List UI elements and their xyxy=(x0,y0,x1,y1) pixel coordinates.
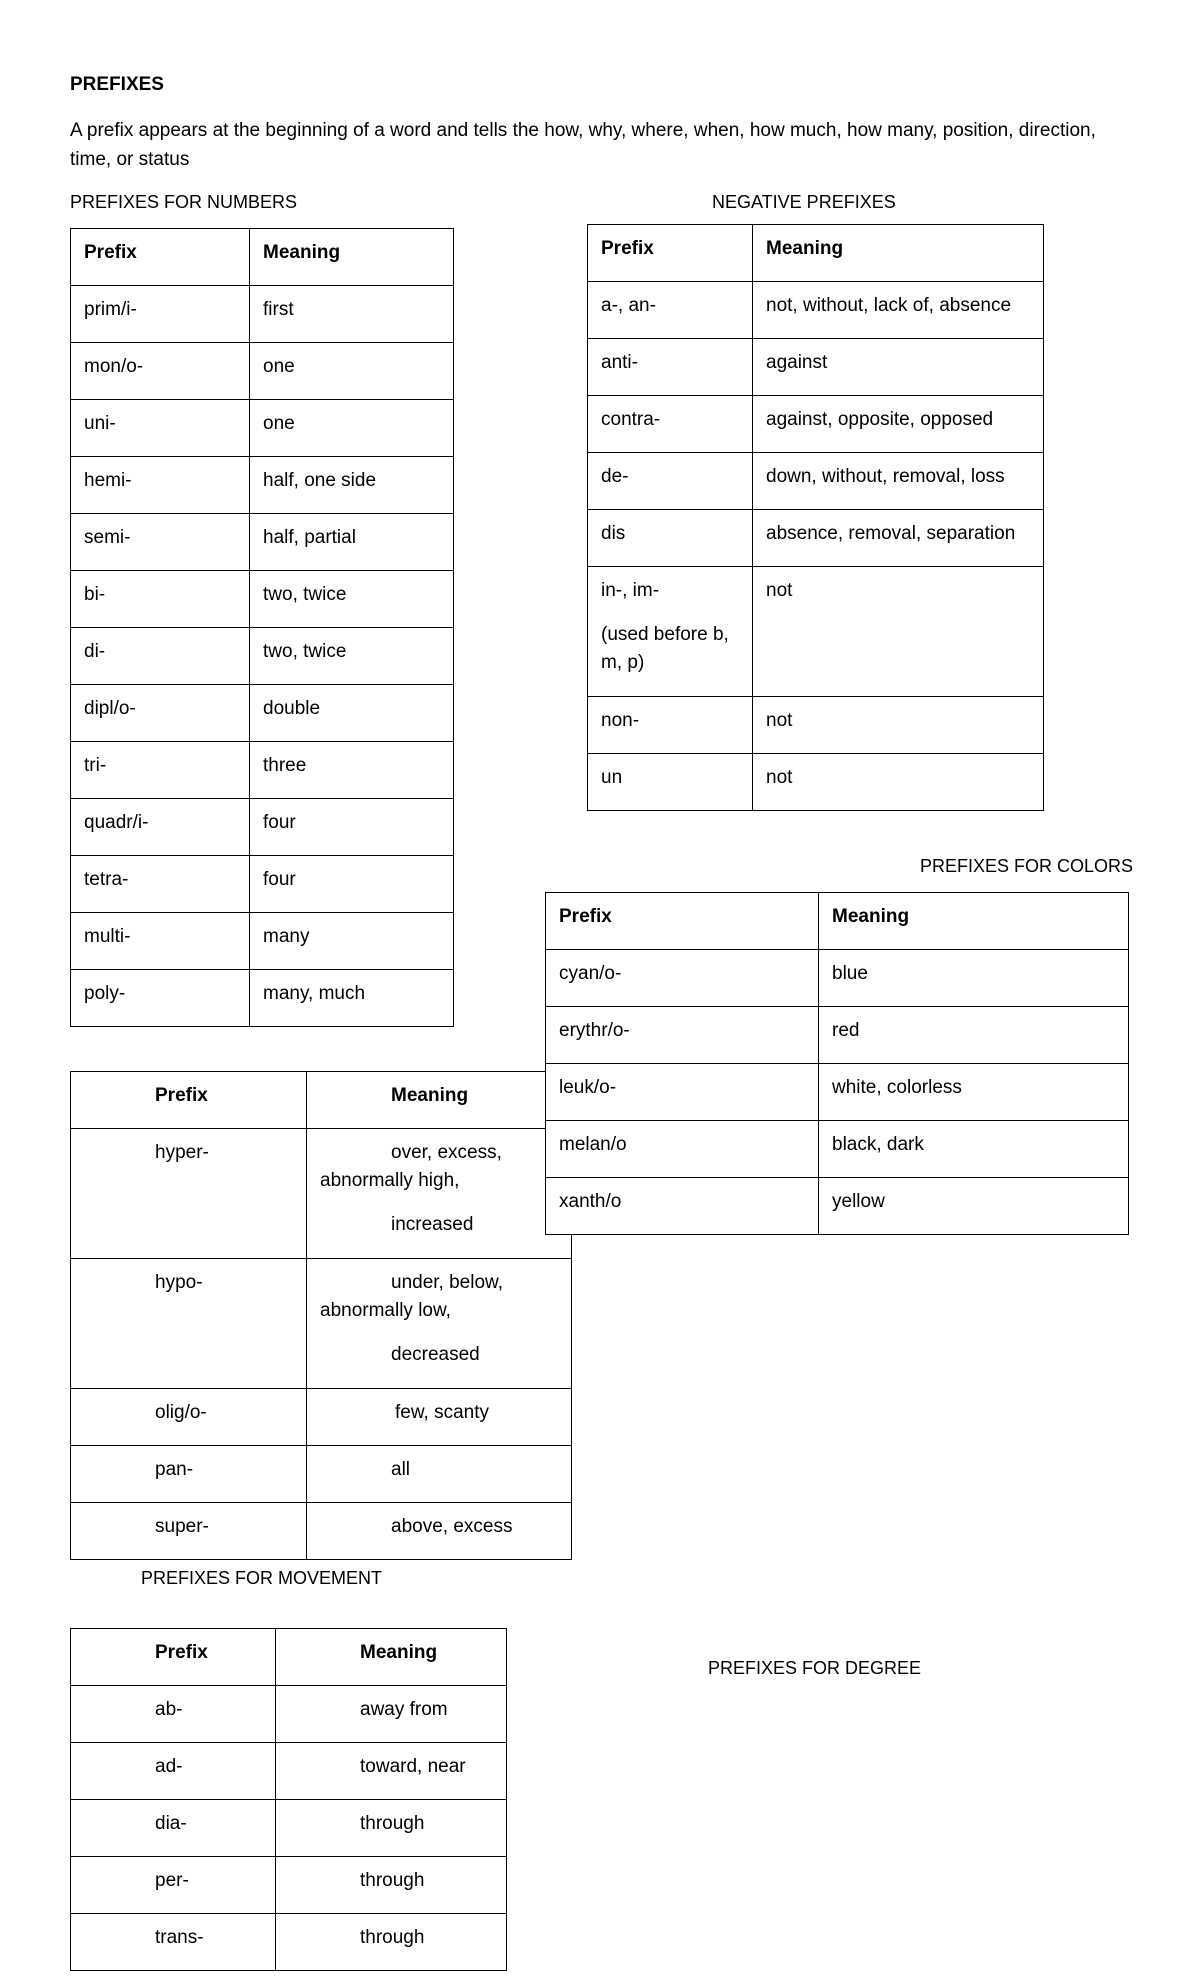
prefix-cell: dipl/o- xyxy=(71,685,250,742)
prefix-cell: semi- xyxy=(71,514,250,571)
meaning-cell: down, without, removal, loss xyxy=(753,453,1044,510)
table-row xyxy=(71,1446,572,1503)
meaning-cell xyxy=(307,1129,572,1259)
table-row xyxy=(71,799,454,856)
meaning-cell: double xyxy=(250,685,454,742)
movement-label: PREFIXES FOR MOVEMENT xyxy=(141,1568,383,1588)
prefix-cell: bi- xyxy=(71,571,250,628)
prefix-cell: hemi- xyxy=(71,457,250,514)
table-row xyxy=(71,400,454,457)
column-header-prefix: Prefix xyxy=(71,1072,307,1129)
meaning-cell: not xyxy=(753,754,1044,811)
meaning-cell: first xyxy=(250,286,454,343)
meaning-cell: half, partial xyxy=(250,514,454,571)
meaning-cell: away from xyxy=(276,1686,507,1743)
table-row xyxy=(588,567,1044,697)
meaning-cell: blue xyxy=(819,950,1129,1007)
column-header-meaning: Meaning xyxy=(307,1072,572,1129)
prefix-cell: anti- xyxy=(588,339,753,396)
prefix-cell: hyper- xyxy=(71,1129,307,1259)
meaning-cell: through xyxy=(276,1857,507,1914)
table-row xyxy=(71,571,454,628)
meaning-cell: four xyxy=(250,856,454,913)
table-row xyxy=(588,754,1044,811)
meaning-cell: one xyxy=(250,343,454,400)
movement-table xyxy=(70,1628,507,1971)
numbers-table xyxy=(70,228,454,1027)
meaning-cell: yellow xyxy=(819,1178,1129,1235)
meaning-cell: red xyxy=(819,1007,1129,1064)
prefix-cell: xanth/o xyxy=(546,1178,819,1235)
page-title: PREFIXES xyxy=(70,74,164,95)
table-row xyxy=(71,1800,507,1857)
table-row xyxy=(588,453,1044,510)
table-row xyxy=(71,1389,572,1446)
meaning-cell: not xyxy=(753,697,1044,754)
meaning-cell: against, opposite, opposed xyxy=(753,396,1044,453)
table-row xyxy=(71,742,454,799)
degree-label: PREFIXES FOR DEGREE xyxy=(708,1658,922,1678)
table-row xyxy=(71,343,454,400)
column-header-prefix: Prefix xyxy=(546,893,819,950)
meaning-cell: one xyxy=(250,400,454,457)
table-row xyxy=(71,457,454,514)
prefix-cell: contra- xyxy=(588,396,753,453)
prefix-cell: hypo- xyxy=(71,1259,307,1389)
meaning-line: increased xyxy=(391,1214,474,1235)
table-row xyxy=(71,1743,507,1800)
prefix-cell: erythr/o- xyxy=(546,1007,819,1064)
prefix-cell: per- xyxy=(71,1857,276,1914)
column-header-prefix: Prefix xyxy=(588,225,753,282)
colors-table xyxy=(545,892,1129,1235)
column-header-prefix: Prefix xyxy=(71,229,250,286)
table-header-row xyxy=(546,893,1129,950)
meaning-line: over, excess, xyxy=(391,1142,502,1163)
meaning-line: under, below, xyxy=(391,1272,503,1293)
meaning-cell: through xyxy=(276,1914,507,1971)
prefix-cell: tetra- xyxy=(71,856,250,913)
degree-table xyxy=(70,1071,572,1560)
meaning-cell: not, without, lack of, absence xyxy=(753,282,1044,339)
prefix-cell: pan- xyxy=(71,1446,307,1503)
table-row xyxy=(546,1064,1129,1121)
prefix-cell: uni- xyxy=(71,400,250,457)
prefix-cell xyxy=(588,567,753,697)
meaning-cell: through xyxy=(276,1800,507,1857)
table-row xyxy=(71,913,454,970)
table-row xyxy=(71,1914,507,1971)
colors-label: PREFIXES FOR COLORS xyxy=(920,856,1134,876)
table-header-row xyxy=(71,1072,572,1129)
prefix-cell: super- xyxy=(71,1503,307,1560)
prefix-cell: ad- xyxy=(71,1743,276,1800)
prefix-cell: tri- xyxy=(71,742,250,799)
meaning-cell: many xyxy=(250,913,454,970)
column-header-meaning: Meaning xyxy=(276,1629,507,1686)
prefix-text: in-, im- xyxy=(601,580,660,601)
table-row xyxy=(71,856,454,913)
prefix-cell: dis xyxy=(588,510,753,567)
prefix-cell: a-, an- xyxy=(588,282,753,339)
prefix-cell: mon/o- xyxy=(71,343,250,400)
prefix-cell: cyan/o- xyxy=(546,950,819,1007)
numbers-label: PREFIXES FOR NUMBERS xyxy=(70,192,298,212)
prefix-cell: quadr/i- xyxy=(71,799,250,856)
table-row xyxy=(546,1178,1129,1235)
table-row xyxy=(71,1686,507,1743)
table-row xyxy=(588,697,1044,754)
prefix-cell: dia- xyxy=(71,1800,276,1857)
meaning-line: abnormally low, xyxy=(320,1300,451,1321)
meaning-cell: toward, near xyxy=(276,1743,507,1800)
table-row xyxy=(71,970,454,1027)
meaning-cell: two, twice xyxy=(250,628,454,685)
meaning-cell: three xyxy=(250,742,454,799)
table-row xyxy=(588,282,1044,339)
prefix-cell: multi- xyxy=(71,913,250,970)
meaning-cell: black, dark xyxy=(819,1121,1129,1178)
prefix-cell: prim/i- xyxy=(71,286,250,343)
meaning-cell: against xyxy=(753,339,1044,396)
meaning-cell: few, scanty xyxy=(307,1389,572,1446)
meaning-cell: two, twice xyxy=(250,571,454,628)
table-row xyxy=(546,1007,1129,1064)
meaning-cell: four xyxy=(250,799,454,856)
meaning-cell: white, colorless xyxy=(819,1064,1129,1121)
prefix-cell: un xyxy=(588,754,753,811)
table-row xyxy=(71,1259,572,1389)
table-row xyxy=(71,286,454,343)
table-row xyxy=(71,628,454,685)
table-header-row xyxy=(71,1629,507,1686)
meaning-cell: not xyxy=(753,567,1044,697)
prefix-cell: olig/o- xyxy=(71,1389,307,1446)
column-header-meaning: Meaning xyxy=(250,229,454,286)
intro-paragraph: A prefix appears at the beginning of a word and tells the how, why, where, when, how much, how many, position, direction, time, or status xyxy=(70,120,1096,170)
table-row xyxy=(588,339,1044,396)
meaning-cell xyxy=(307,1259,572,1389)
table-row xyxy=(71,685,454,742)
meaning-cell: above, excess xyxy=(307,1503,572,1560)
table-row xyxy=(71,1503,572,1560)
column-header-prefix: Prefix xyxy=(71,1629,276,1686)
table-row xyxy=(71,1857,507,1914)
table-header-row xyxy=(71,229,454,286)
meaning-cell: absence, removal, separation xyxy=(753,510,1044,567)
table-row xyxy=(588,396,1044,453)
negative-label: NEGATIVE PREFIXES xyxy=(712,192,896,212)
prefix-cell: di- xyxy=(71,628,250,685)
prefix-cell: ab- xyxy=(71,1686,276,1743)
meaning-line: decreased xyxy=(391,1344,480,1365)
prefix-cell: de- xyxy=(588,453,753,510)
prefix-cell: melan/o xyxy=(546,1121,819,1178)
table-row xyxy=(546,1121,1129,1178)
prefix-cell: non- xyxy=(588,697,753,754)
meaning-cell: all xyxy=(307,1446,572,1503)
meaning-cell: half, one side xyxy=(250,457,454,514)
usage-note: (used before b, xyxy=(601,624,729,645)
table-header-row xyxy=(588,225,1044,282)
negative-table xyxy=(587,224,1044,811)
table-row xyxy=(71,514,454,571)
table-row xyxy=(546,950,1129,1007)
column-header-meaning: Meaning xyxy=(753,225,1044,282)
usage-note: m, p) xyxy=(601,652,645,673)
prefix-cell: leuk/o- xyxy=(546,1064,819,1121)
meaning-cell: many, much xyxy=(250,970,454,1027)
prefix-cell: trans- xyxy=(71,1914,276,1971)
prefix-cell: poly- xyxy=(71,970,250,1027)
table-row xyxy=(588,510,1044,567)
meaning-line: abnormally high, xyxy=(320,1170,460,1191)
table-row xyxy=(71,1129,572,1259)
column-header-meaning: Meaning xyxy=(819,893,1129,950)
